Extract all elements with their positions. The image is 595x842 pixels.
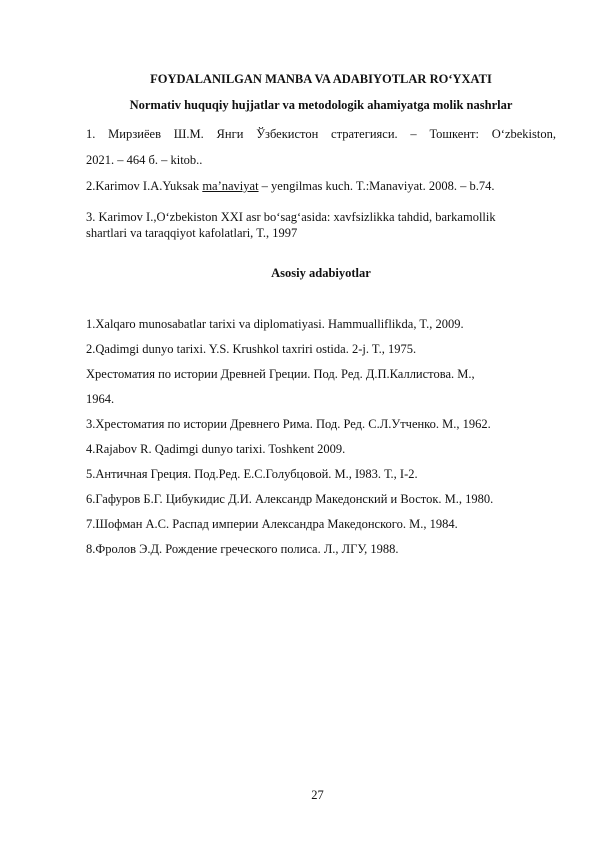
section-heading-basic: Asosiy adabiyotlar <box>271 266 371 280</box>
normative-item-3: 3. Karimov I.,O‘zbekiston XXI asr bo‘sag‘asida: xavfsizlikka tahdid, barkamollik shartlari va taraqqiyot kafolatlari, T., 1997 <box>86 210 496 240</box>
basic-item-2b-line2: 1964. <box>86 392 115 406</box>
normative-item-1-line1: 1. Мирзиёев Ш.М. Янги Ўзбекистон стратегияси. – Тошкент: O‘zbekiston, <box>86 127 556 141</box>
normative-item-2-prefix: 2.Karimov I.A.Yuksak <box>86 179 203 193</box>
basic-item-8: 8.Фролов Э.Д. Рождение греческого полиса. Л., ЛГУ, 1988. <box>86 542 399 556</box>
basic-item-1: 1.Xalqaro munosabatlar tarixi va diplomatiyasi. Hammualliflikda, T., 2009. <box>86 317 464 331</box>
normative-item-2 <box>86 178 556 194</box>
basic-item-2b-line1: Хрестоматия по истории Древней Греции. Под. Ред. Д.П.Каллистова. М., <box>86 367 475 381</box>
normative-item-1-line2: 2021. – 464 б. – kitob.. <box>86 153 203 167</box>
normative-item-2-suffix: – yengilmas kuch. T.:Manaviyat. 2008. – b.74. <box>258 179 495 193</box>
basic-item-4: 4.Rajabov R. Qadimgi dunyo tarixi. Toshkent 2009. <box>86 442 346 456</box>
basic-item-2: 2.Qadimgi dunyo tarixi. Y.S. Krushkol taxriri ostida. 2-j. T., 1975. <box>86 342 417 356</box>
page-title: FOYDALANILGAN MANBA VA ADABIYOTLAR RO‘YXATI <box>150 72 492 86</box>
manaviyat-link[interactable]: ma’naviyat <box>202 179 259 193</box>
page-number: 27 <box>311 788 324 802</box>
basic-item-3: 3.Хрестоматия по истории Древнего Рима. Под. Ред. С.Л.Утченко. М., 1962. <box>86 417 491 431</box>
basic-item-5: 5.Античная Греция. Под.Ред. Е.С.Голубцовой. М., I983. Т., I-2. <box>86 467 418 481</box>
basic-item-6: 6.Гафуров Б.Г. Цибукидис Д.И. Александр Македонский и Восток. М., 1980. <box>86 492 494 506</box>
basic-item-7: 7.Шофман А.С. Распад империи Александра Македонского. М., 1984. <box>86 517 458 531</box>
section-heading-normative: Normativ huquqiy hujjatlar va metodologik ahamiyatga molik nashrlar <box>129 98 513 112</box>
